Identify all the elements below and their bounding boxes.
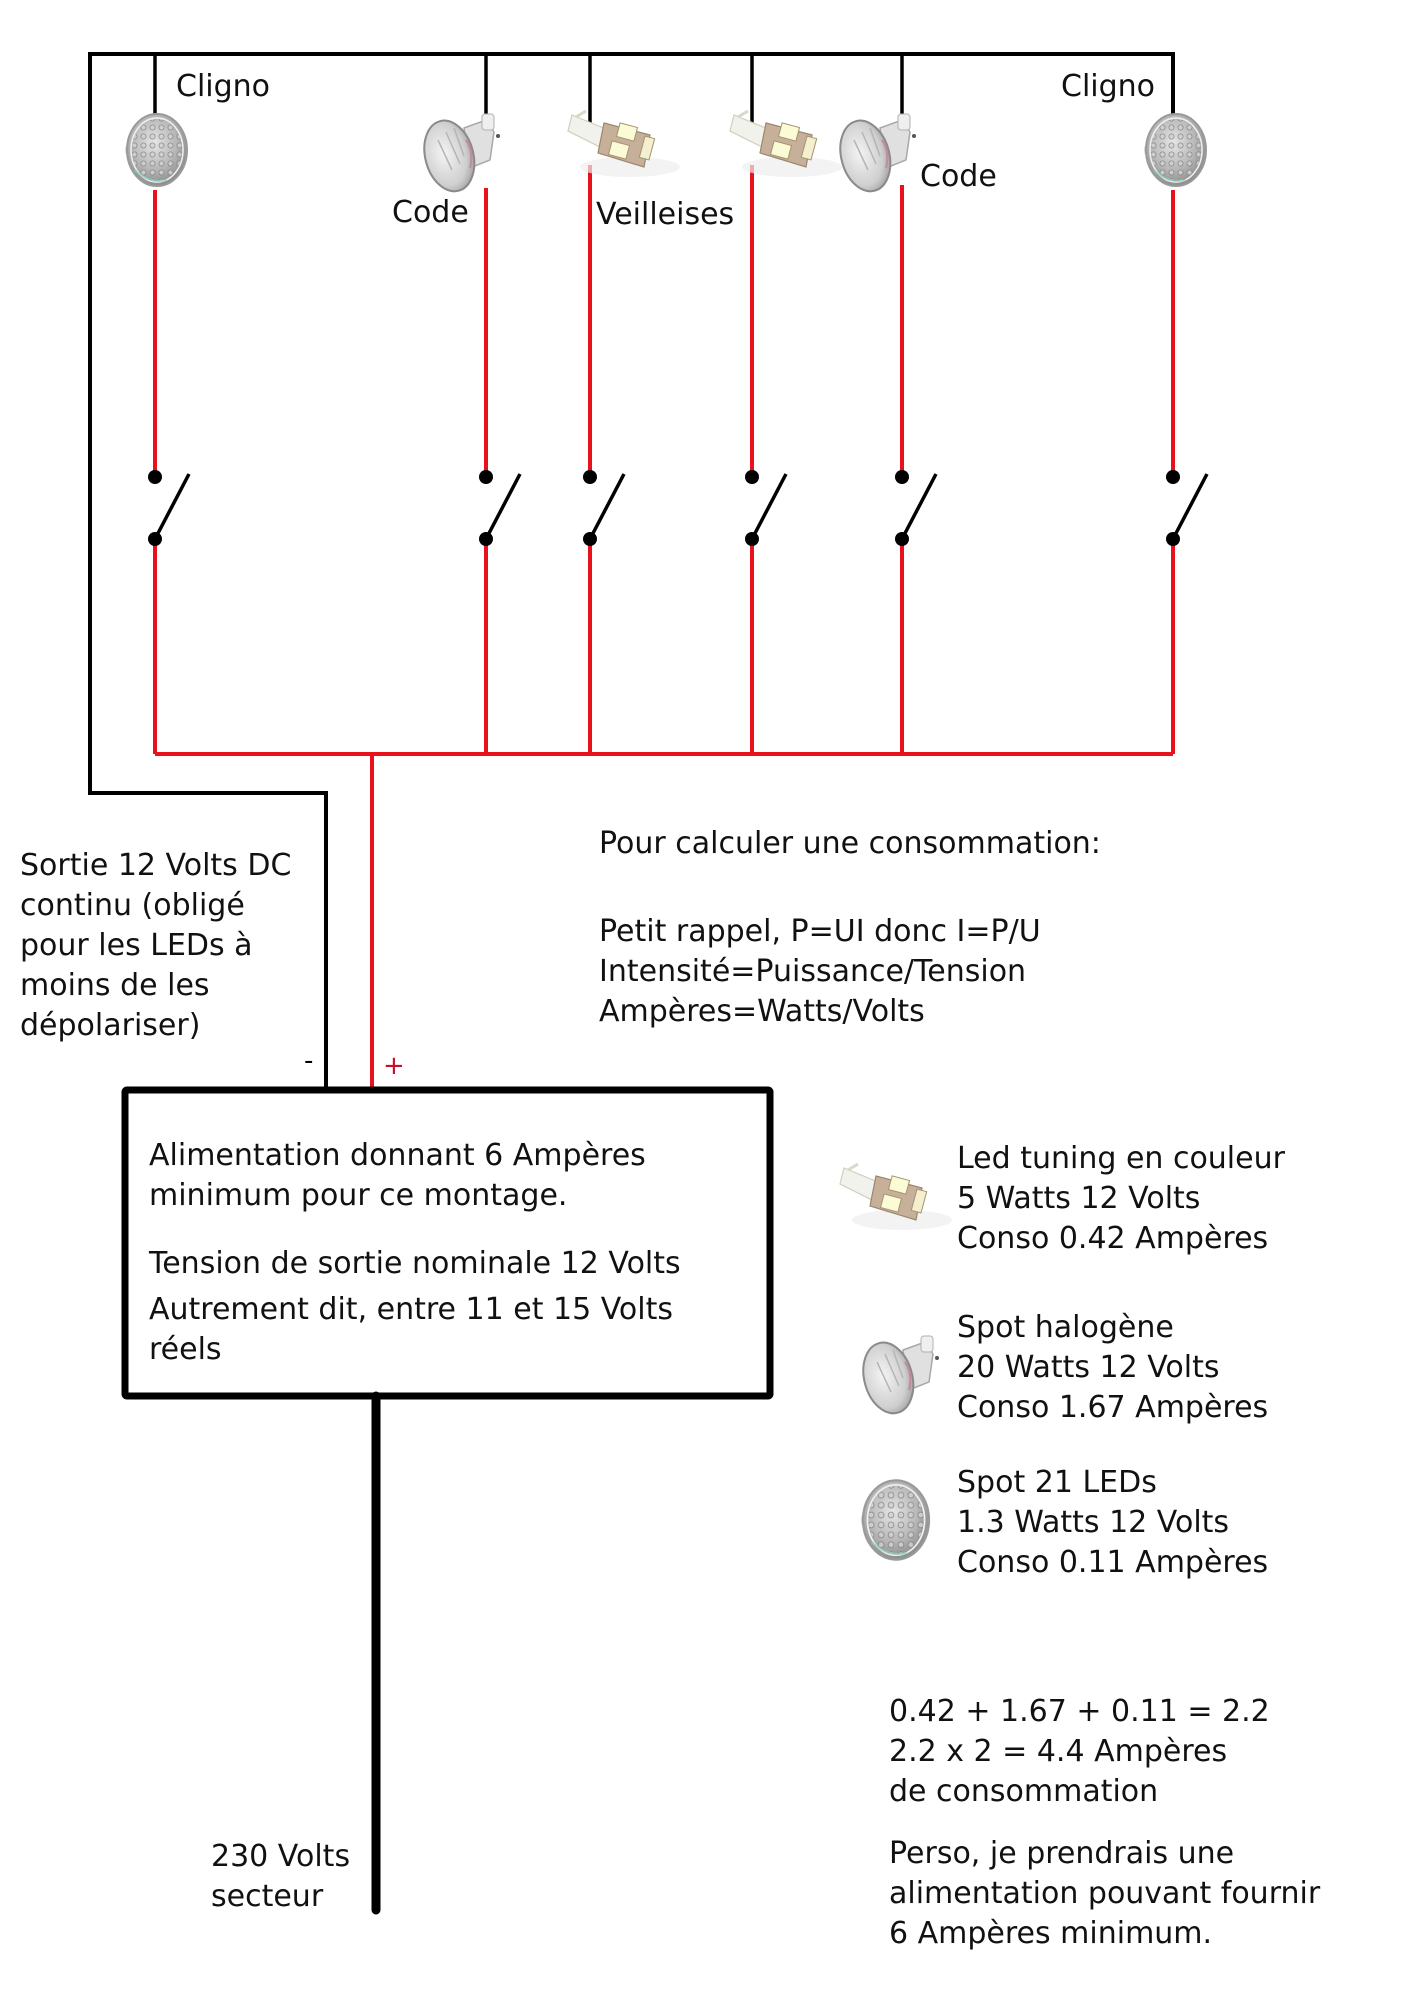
mains-label: [211, 1837, 350, 1917]
legend-name: Led tuning en couleur: [957, 1141, 1285, 1176]
legend-item-t10: [957, 1139, 1285, 1259]
lamp-label-veilleuses: Veilleises: [596, 197, 735, 232]
calculation-line: 0.42 + 1.67 + 0.11 = 2.2: [889, 1694, 1270, 1729]
switches: [148, 470, 1207, 546]
lamp-label-cligno-left: Cligno: [176, 69, 271, 104]
output-note-line: moins de les: [20, 968, 210, 1003]
legend-item-led-spot: [957, 1463, 1268, 1583]
switch-lever: [752, 474, 786, 539]
lamp-label-code-right: Code: [920, 159, 997, 194]
calculation-block: [889, 1692, 1320, 1954]
calculation-line: de consommation: [889, 1774, 1159, 1809]
output-note: [20, 846, 291, 1046]
t10-led-bulb-icon: [730, 111, 842, 177]
halogen-spot-bulb-icon: [417, 114, 500, 197]
negative-terminal-sign: -: [304, 1046, 314, 1076]
switch: [583, 470, 624, 546]
output-note-line: continu (obligé: [20, 888, 245, 923]
switch-lever: [486, 474, 520, 539]
led-spot-bulb-icon: [861, 1480, 929, 1559]
switch-contact: [148, 470, 162, 484]
switch-contact: [745, 470, 759, 484]
halogen-spot-bulb-icon: [833, 114, 916, 197]
legend-conso: Conso 1.67 Ampères: [957, 1390, 1269, 1425]
lamps: [125, 111, 1206, 197]
advice-line: 6 Ampères minimum.: [889, 1916, 1213, 1951]
mains-label-line: 230 Volts: [211, 1839, 351, 1874]
output-note-line: pour les LEDs à: [20, 928, 253, 963]
power-supply-line: Tension de sortie nominale 12 Volts: [149, 1246, 681, 1281]
legend-name: Spot 21 LEDs: [957, 1465, 1157, 1500]
switch: [895, 470, 936, 546]
switch-lever: [1173, 474, 1207, 539]
calculation-line: 2.2 x 2 = 4.4 Ampères: [889, 1734, 1228, 1769]
switch-lever: [155, 474, 189, 539]
switch: [1166, 470, 1207, 546]
mains-label-line: secteur: [211, 1879, 324, 1914]
switch: [148, 470, 189, 546]
formula-line: Ampères=Watts/Volts: [599, 994, 925, 1029]
formula-line: Intensité=Puissance/Tension: [599, 954, 1027, 989]
formula-line: Petit rappel, P=UI donc I=P/U: [599, 914, 1041, 949]
output-note-line: dépolariser): [20, 1008, 201, 1043]
halogen-spot-bulb-icon: [856, 1336, 939, 1419]
positive-terminal-sign: +: [383, 1051, 405, 1081]
led-spot-bulb-icon: [125, 114, 187, 186]
power-supply-text: [149, 1136, 681, 1370]
t10-led-bulb-icon: [568, 111, 680, 177]
legend-rating: 5 Watts 12 Volts: [957, 1181, 1201, 1216]
switch: [479, 470, 520, 546]
switch-contact: [479, 470, 493, 484]
t10-led-bulb-icon: [840, 1164, 952, 1230]
legend-rating: 1.3 Watts 12 Volts: [957, 1505, 1230, 1540]
advice-line: Perso, je prendrais une: [889, 1836, 1235, 1871]
switch: [745, 470, 786, 546]
advice-line: alimentation pouvant fournir: [889, 1876, 1321, 1911]
switch-lever: [902, 474, 936, 539]
power-supply-line: Autrement dit, entre 11 et 15 Volts: [149, 1292, 673, 1327]
power-supply-line: minimum pour ce montage.: [149, 1178, 568, 1213]
formula-block: [599, 824, 1101, 1032]
legend-conso: Conso 0.11 Ampères: [957, 1545, 1269, 1580]
legend-name: Spot halogène: [957, 1310, 1174, 1345]
output-note-line: Sortie 12 Volts DC: [20, 848, 292, 883]
led-spot-bulb-icon: [1144, 114, 1206, 186]
switch-contact: [1166, 470, 1180, 484]
lamp-label-cligno-right: Cligno: [1061, 69, 1156, 104]
switch-lever: [590, 474, 624, 539]
legend-conso: Conso 0.42 Ampères: [957, 1221, 1269, 1256]
switch-contact: [895, 470, 909, 484]
lamp-label-code-left: Code: [392, 195, 469, 230]
formula-title: Pour calculer une consommation:: [599, 826, 1101, 861]
legend-item-halogen: [957, 1308, 1268, 1428]
power-supply-line: réels: [149, 1332, 222, 1367]
legend-rating: 20 Watts 12 Volts: [957, 1350, 1220, 1385]
switch-contact: [583, 470, 597, 484]
power-supply-line: Alimentation donnant 6 Ampères: [149, 1138, 646, 1173]
